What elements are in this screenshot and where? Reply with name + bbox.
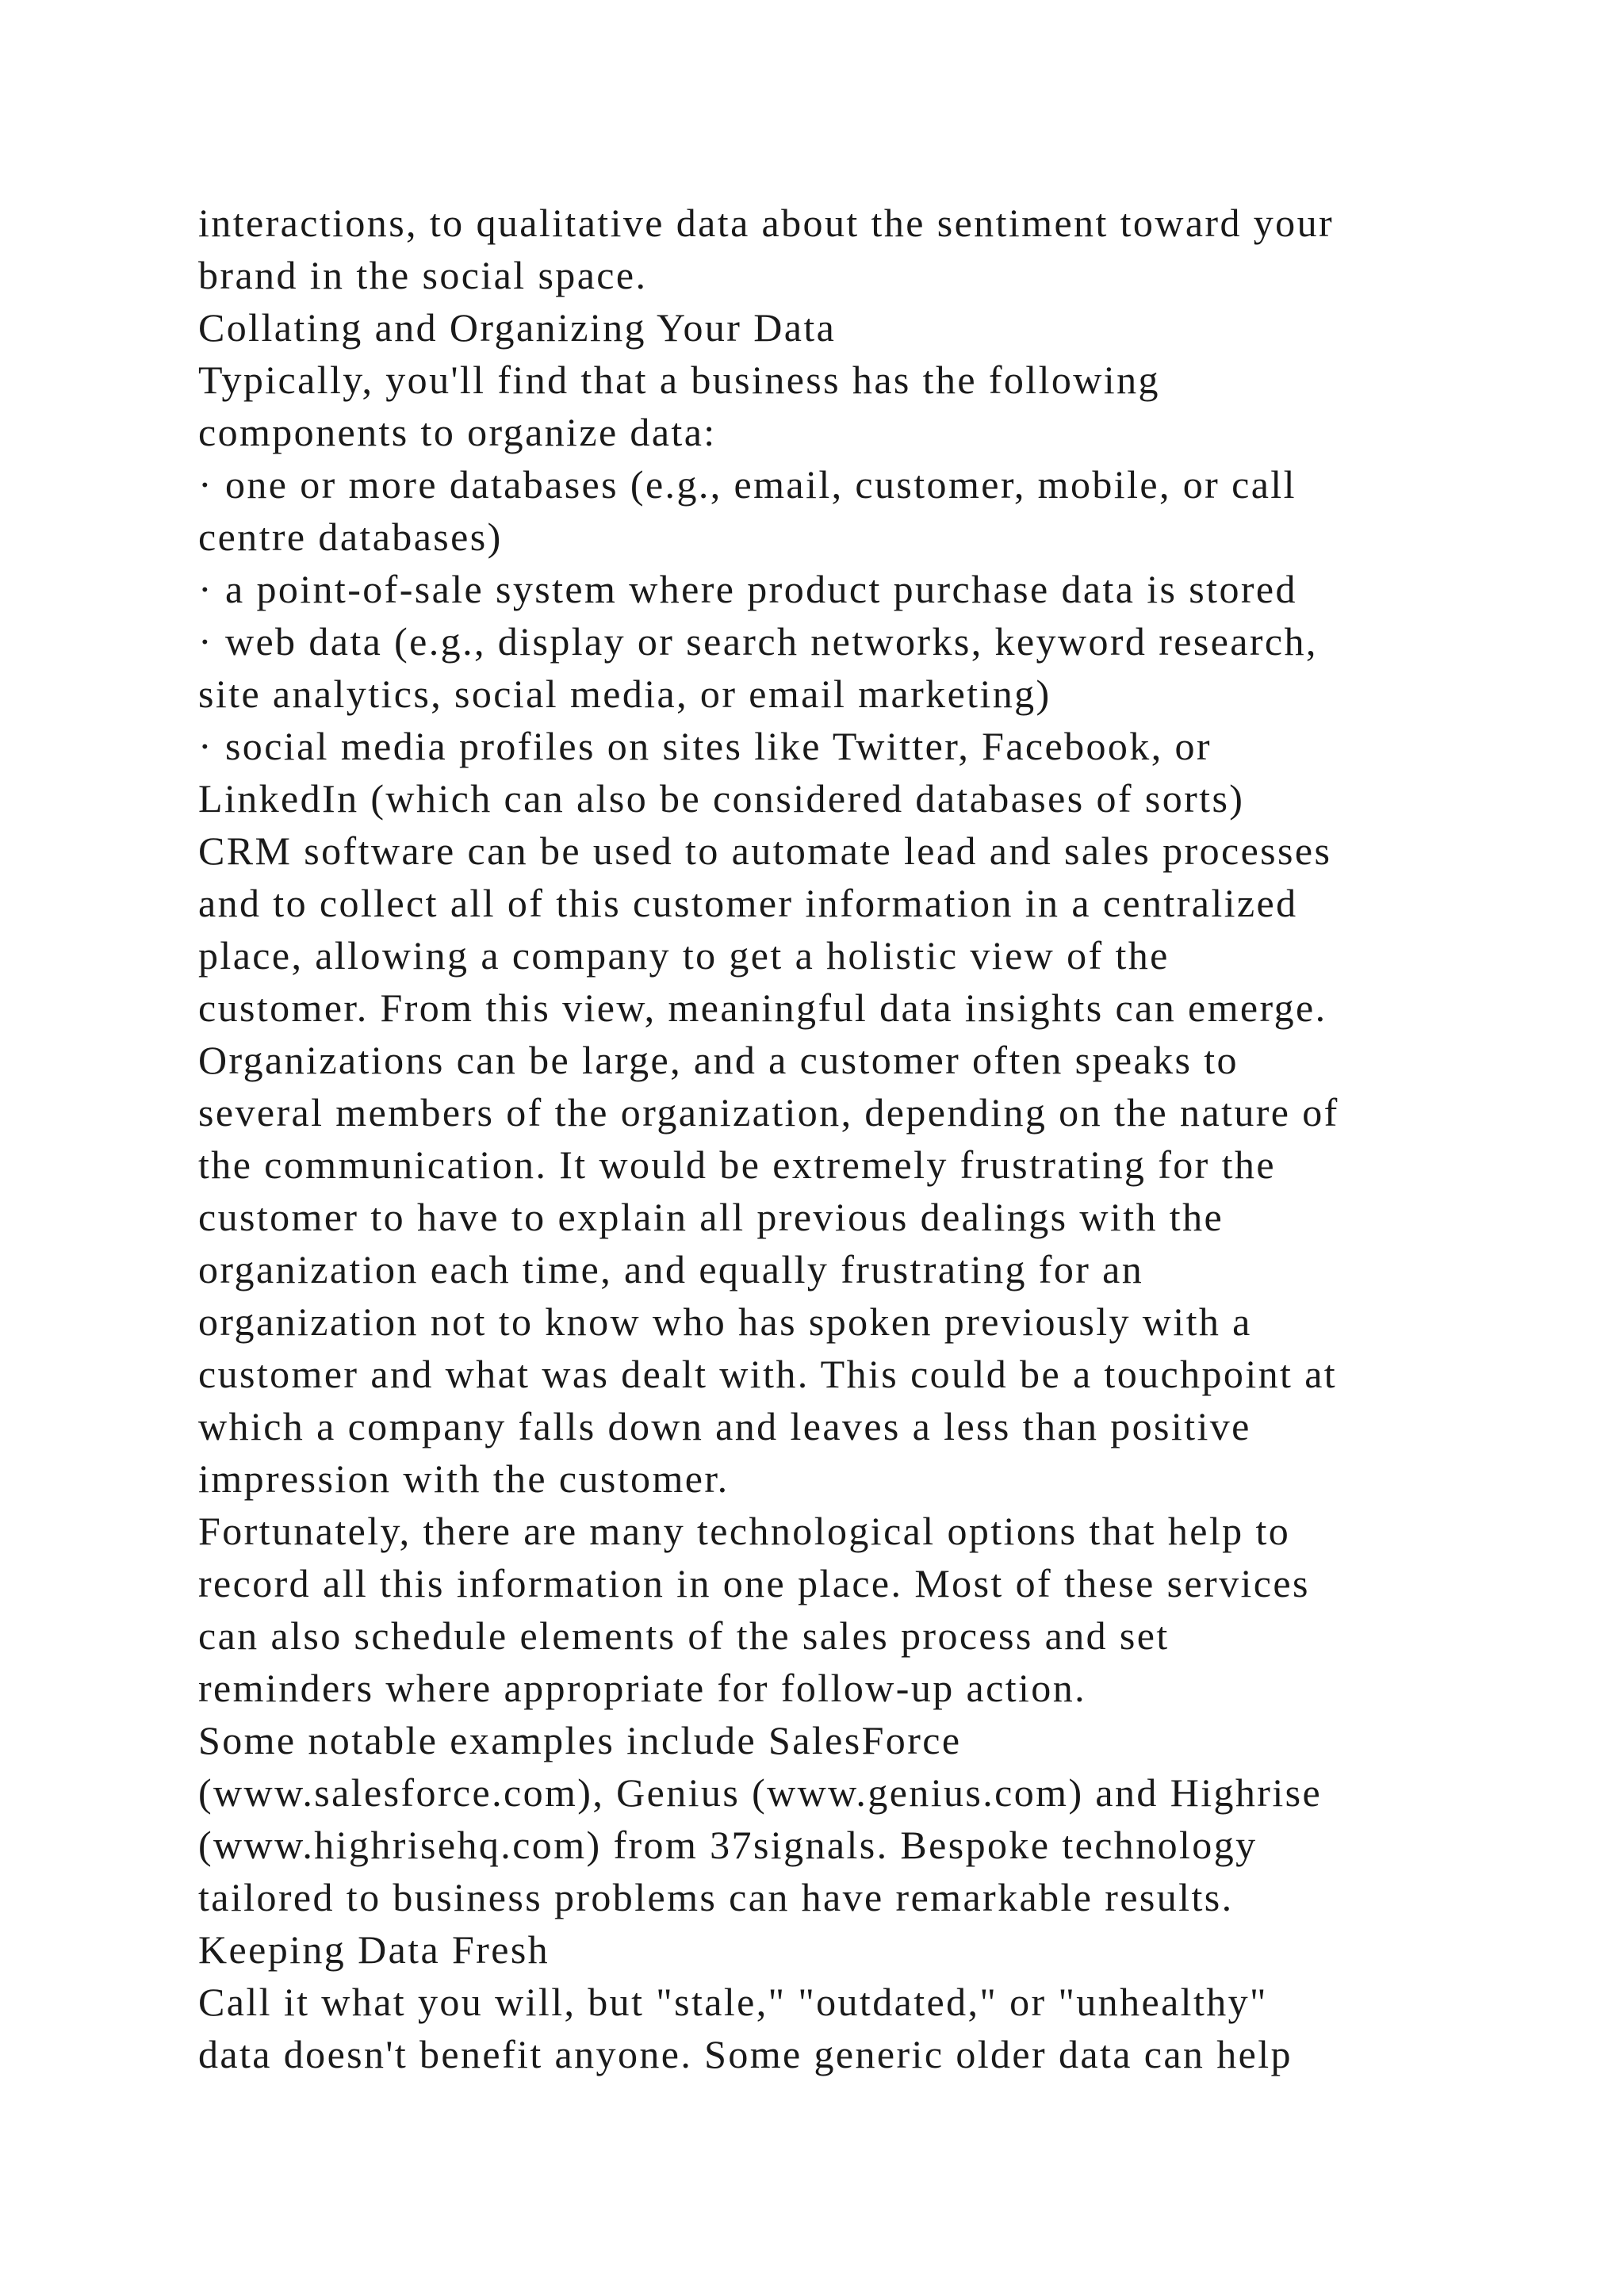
list-item: · social media profiles on sites like Twitter, Facebook, or [198,724,1212,768]
text-line: organization not to know who has spoken previously with a [198,1299,1252,1344]
text-line: customer. From this view, meaningful data insights can emerge. [198,985,1327,1030]
text-line: several members of the organization, depending on the nature of [198,1090,1339,1135]
text-line: customer and what was dealt with. This could be a touchpoint at [198,1352,1338,1396]
section-heading: Keeping Data Fresh [198,1927,550,1972]
text-line: Typically, you'll find that a business has the following [198,358,1160,402]
text-line: reminders where appropriate for follow-up action. [198,1666,1086,1710]
text-line: site analytics, social media, or email marketing) [198,672,1051,716]
text-line: Organizations can be large, and a customer often speaks to [198,1038,1239,1082]
text-line: record all this information in one place. Most of these services [198,1561,1310,1605]
text-line: place, allowing a company to get a holistic view of the [198,933,1170,978]
text-line: (www.highrisehq.com) from 37signals. Bespoke technology [198,1823,1258,1867]
text-line: components to organize data: [198,410,717,454]
list-item: · a point-of-sale system where product purchase data is stored [198,567,1297,611]
text-line: interactions, to qualitative data about the sentiment toward your [198,201,1335,245]
section-heading: Collating and Organizing Your Data [198,305,837,350]
text-line: impression with the customer. [198,1456,730,1501]
text-line: Some notable examples include SalesForce [198,1718,962,1762]
text-line: LinkedIn (which can also be considered databases of sorts) [198,776,1245,821]
text-line: CRM software can be used to automate lead and sales processes [198,828,1332,873]
text-line: Fortunately, there are many technological options that help to [198,1509,1291,1553]
text-line: and to collect all of this customer information in a centralized [198,881,1298,925]
text-line: (www.salesforce.com), Genius (www.genius.com) and Highrise [198,1770,1323,1815]
text-line: organization each time, and equally frustrating for an [198,1247,1144,1292]
text-line: centre databases) [198,515,503,559]
body-text [198,197,1467,2080]
text-line: can also schedule elements of the sales process and set [198,1613,1170,1658]
text-line: customer to have to explain all previous dealings with the [198,1195,1224,1239]
text-line: tailored to business problems can have remarkable results. [198,1875,1234,1919]
text-line: data doesn't benefit anyone. Some generic older data can help [198,2032,1293,2076]
text-line: the communication. It would be extremely frustrating for the [198,1142,1276,1187]
text-line: brand in the social space. [198,253,648,297]
list-item: · one or more databases (e.g., email, customer, mobile, or call [198,462,1297,507]
text-line: which a company falls down and leaves a less than positive [198,1404,1251,1448]
text-line: Call it what you will, but "stale," "outdated," or "unhealthy" [198,1980,1268,2024]
list-item: · web data (e.g., display or search networks, keyword research, [198,619,1318,664]
